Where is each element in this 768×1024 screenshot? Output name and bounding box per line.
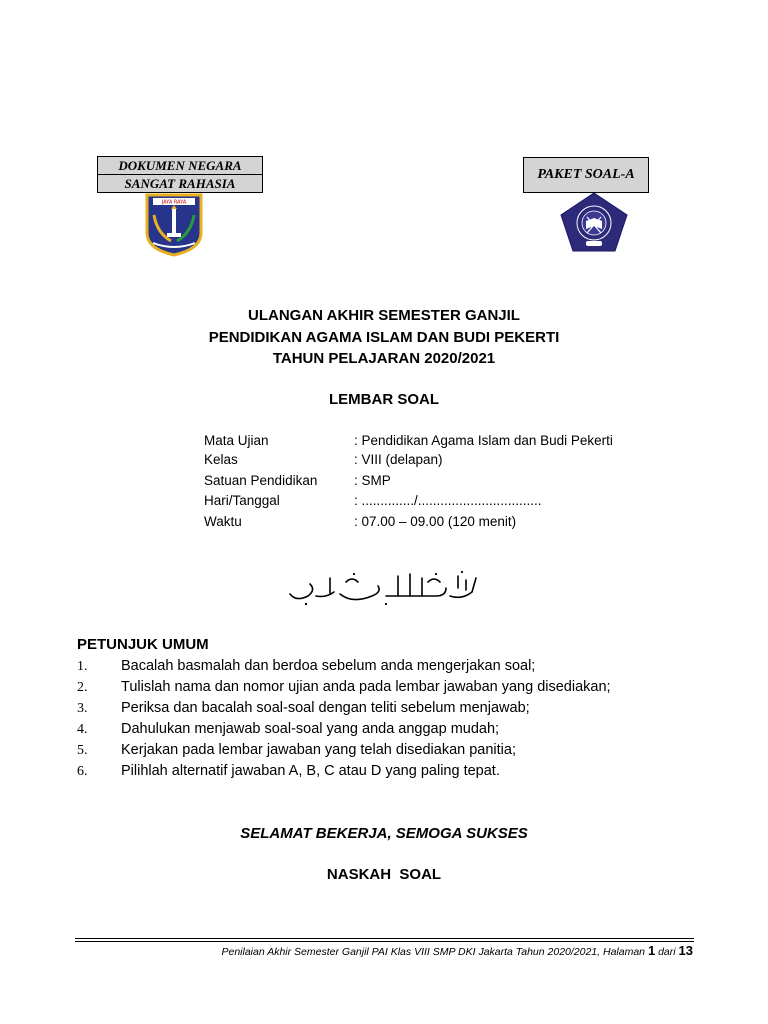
info-label-time: Waktu [204,514,242,529]
footer-text: Penilaian Akhir Semester Ganjil PAI Klas VIII SMP DKI Jakarta Tahun 2020/2021, Halaman [221,946,646,958]
info-value-class: : VIII (delapan) [354,452,443,467]
instruction-number: 2. [77,680,88,695]
instruction-text: Tulislah nama dan nomor ujian anda pada lembar jawaban yang disediakan; [121,679,611,695]
instruction-text: Kerjakan pada lembar jawaban yang telah disediakan panitia; [121,742,516,758]
instruction-number: 5. [77,743,88,758]
instruction-number: 3. [77,701,88,716]
closing-message: SELAMAT BEKERJA, SEMOGA SUKSES [240,825,528,842]
instruction-text: Periksa dan bacalah soal-soal dengan teliti sebelum menjawab; [121,700,530,716]
academic-year-title: TAHUN PELAJARAN 2020/2021 [272,350,496,367]
instruction-number: 1. [77,659,88,674]
dki-jakarta-logo [145,193,203,257]
instruction-number: 6. [77,764,88,779]
info-value-time: : 07.00 – 09.00 (120 menit) [354,514,517,529]
document-classification-box [97,156,263,193]
instruction-text: Bacalah basmalah dan berdoa sebelum anda mengerjakan soal; [121,658,536,674]
exam-title: ULANGAN AKHIR SEMESTER GANJIL [248,307,520,324]
footer-rule-thin [75,941,694,942]
instruction-number: 4. [77,722,88,737]
mgmp-pai-logo [559,191,629,253]
basmalah-calligraphy [286,568,482,608]
page-number: 1 [647,943,656,958]
subject-title: PENDIDIKAN AGAMA ISLAM DAN BUDI PEKERTI [208,329,560,346]
footer-of: dari [658,946,676,958]
footer-rule [75,938,694,939]
svg-text:JAYA RAYA: JAYA RAYA [161,199,187,206]
paket-soal-box: PAKET SOAL-A [523,157,649,193]
sheet-title: LEMBAR SOAL [329,391,439,408]
info-label-class: Kelas [204,452,238,467]
info-label-date: Hari/Tanggal [204,493,280,508]
info-value-school-level: : SMP [354,473,391,488]
info-value-date: : ............../................................. [354,493,542,508]
info-label-school-level: Satuan Pendidikan [204,473,318,488]
doc-status-line-2: SANGAT RAHASIA [98,174,262,192]
doc-status-line-1: DOKUMEN NEGARA [98,157,262,174]
instruction-text: Dahulukan menjawab soal-soal yang anda anggap mudah; [121,721,500,737]
naskah-heading: NASKAH SOAL [326,866,442,883]
instructions-heading: PETUNJUK UMUM [77,636,209,653]
page-total: 13 [678,943,693,958]
page-footer [221,943,693,958]
info-value-subject: : Pendidikan Agama Islam dan Budi Pekerti [354,433,613,448]
instruction-text: Pilihlah alternatif jawaban A, B, C atau D yang paling tepat. [121,763,500,779]
info-label-subject: Mata Ujian [204,433,269,448]
